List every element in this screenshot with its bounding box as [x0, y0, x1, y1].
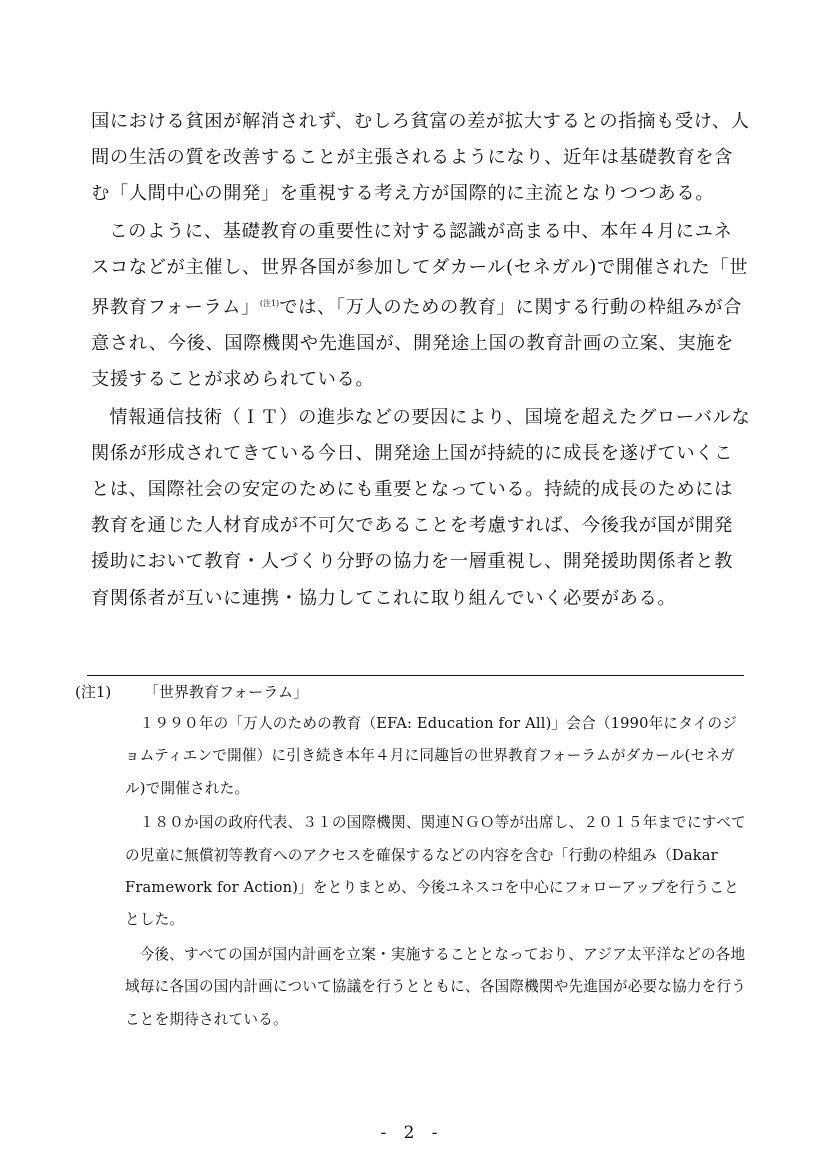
paragraph-2: [91, 214, 751, 399]
paragraph-3: 情報通信技術（ＩＴ）の進歩などの要因により、国境を超えたグローバルな関係が形成されてきている今日、開発途上国が持続的に成長を遂げていくことは、国際社会の安定のためにも重要となっている。持続的成長のためには教育を通じた人材育成が不可欠であることを考慮すれば、今後我が国が開発援助において教育・人づくり分野の協力を一層重視し、開発援助関係者と教育関係者が互いに連携・協力してこれに取り組んでいく必要がある。: [91, 406, 751, 609]
paragraph-2-text-a: このように、基礎教育の重要性に対する認識が高まる中、本年４月にユネスコなどが主催し、世界各国が参加してダカール(セネガル)で開催された「世界教育フォーラム」: [91, 220, 749, 319]
footnote-divider: [87, 675, 744, 676]
page-number: - 2 -: [380, 1123, 444, 1143]
paragraph-2-text-b: では、「万人のための教育」に関する行動の枠組みが合意され、今後、国際機関や先進国が、開発途上国の教育計画の立案、実施を支援することが求められている。: [91, 297, 743, 391]
footnote-heading: [75, 679, 308, 705]
footnote-body: [125, 708, 749, 1036]
main-text: [91, 104, 751, 617]
footnote-paragraph-3: 今後、すべての国が国内計画を立案・実施することとなっており、アジア太平洋などの各地域毎に各国の国内計画について協議を行うとともに、各国際機関や先進国が必要な協力を行うことを期待されている。: [125, 945, 747, 1028]
footnote-label: (注1): [75, 683, 112, 701]
paragraph-1: 国における貧困が解消されず、むしろ貧富の差が拡大するとの指摘も受け、人間の生活の質を改善することが主張されるようになり、近年は基礎教育を含む「人間中心の開発」を重視する考え方が国際的に主流となりつつある。: [91, 111, 750, 205]
footnote-paragraph-1: １９９０年の「万人のための教育（EFA: Education for All)」会合（1990年にタイのジョムティエンで開催）に引き続き本年４月に同趣旨の世界教育フォーラムがダカール(セネガル)で開催された。: [125, 715, 738, 797]
footnote-paragraph-2: １８０か国の政府代表、３１の国際機関、関連ＮＧＯ等が出席し、２０１５年までにすべての児童に無償初等教育へのアクセスを確保するなどの内容を含む「行動の枠組み（Dakar Framework for Action)」をとりまとめ、今後ユネスコを中心にフォローアップを行うこととした。: [125, 814, 746, 929]
footnote-reference: (注1): [259, 299, 280, 309]
footnote-title: 「世界教育フォーラム」: [144, 683, 309, 701]
